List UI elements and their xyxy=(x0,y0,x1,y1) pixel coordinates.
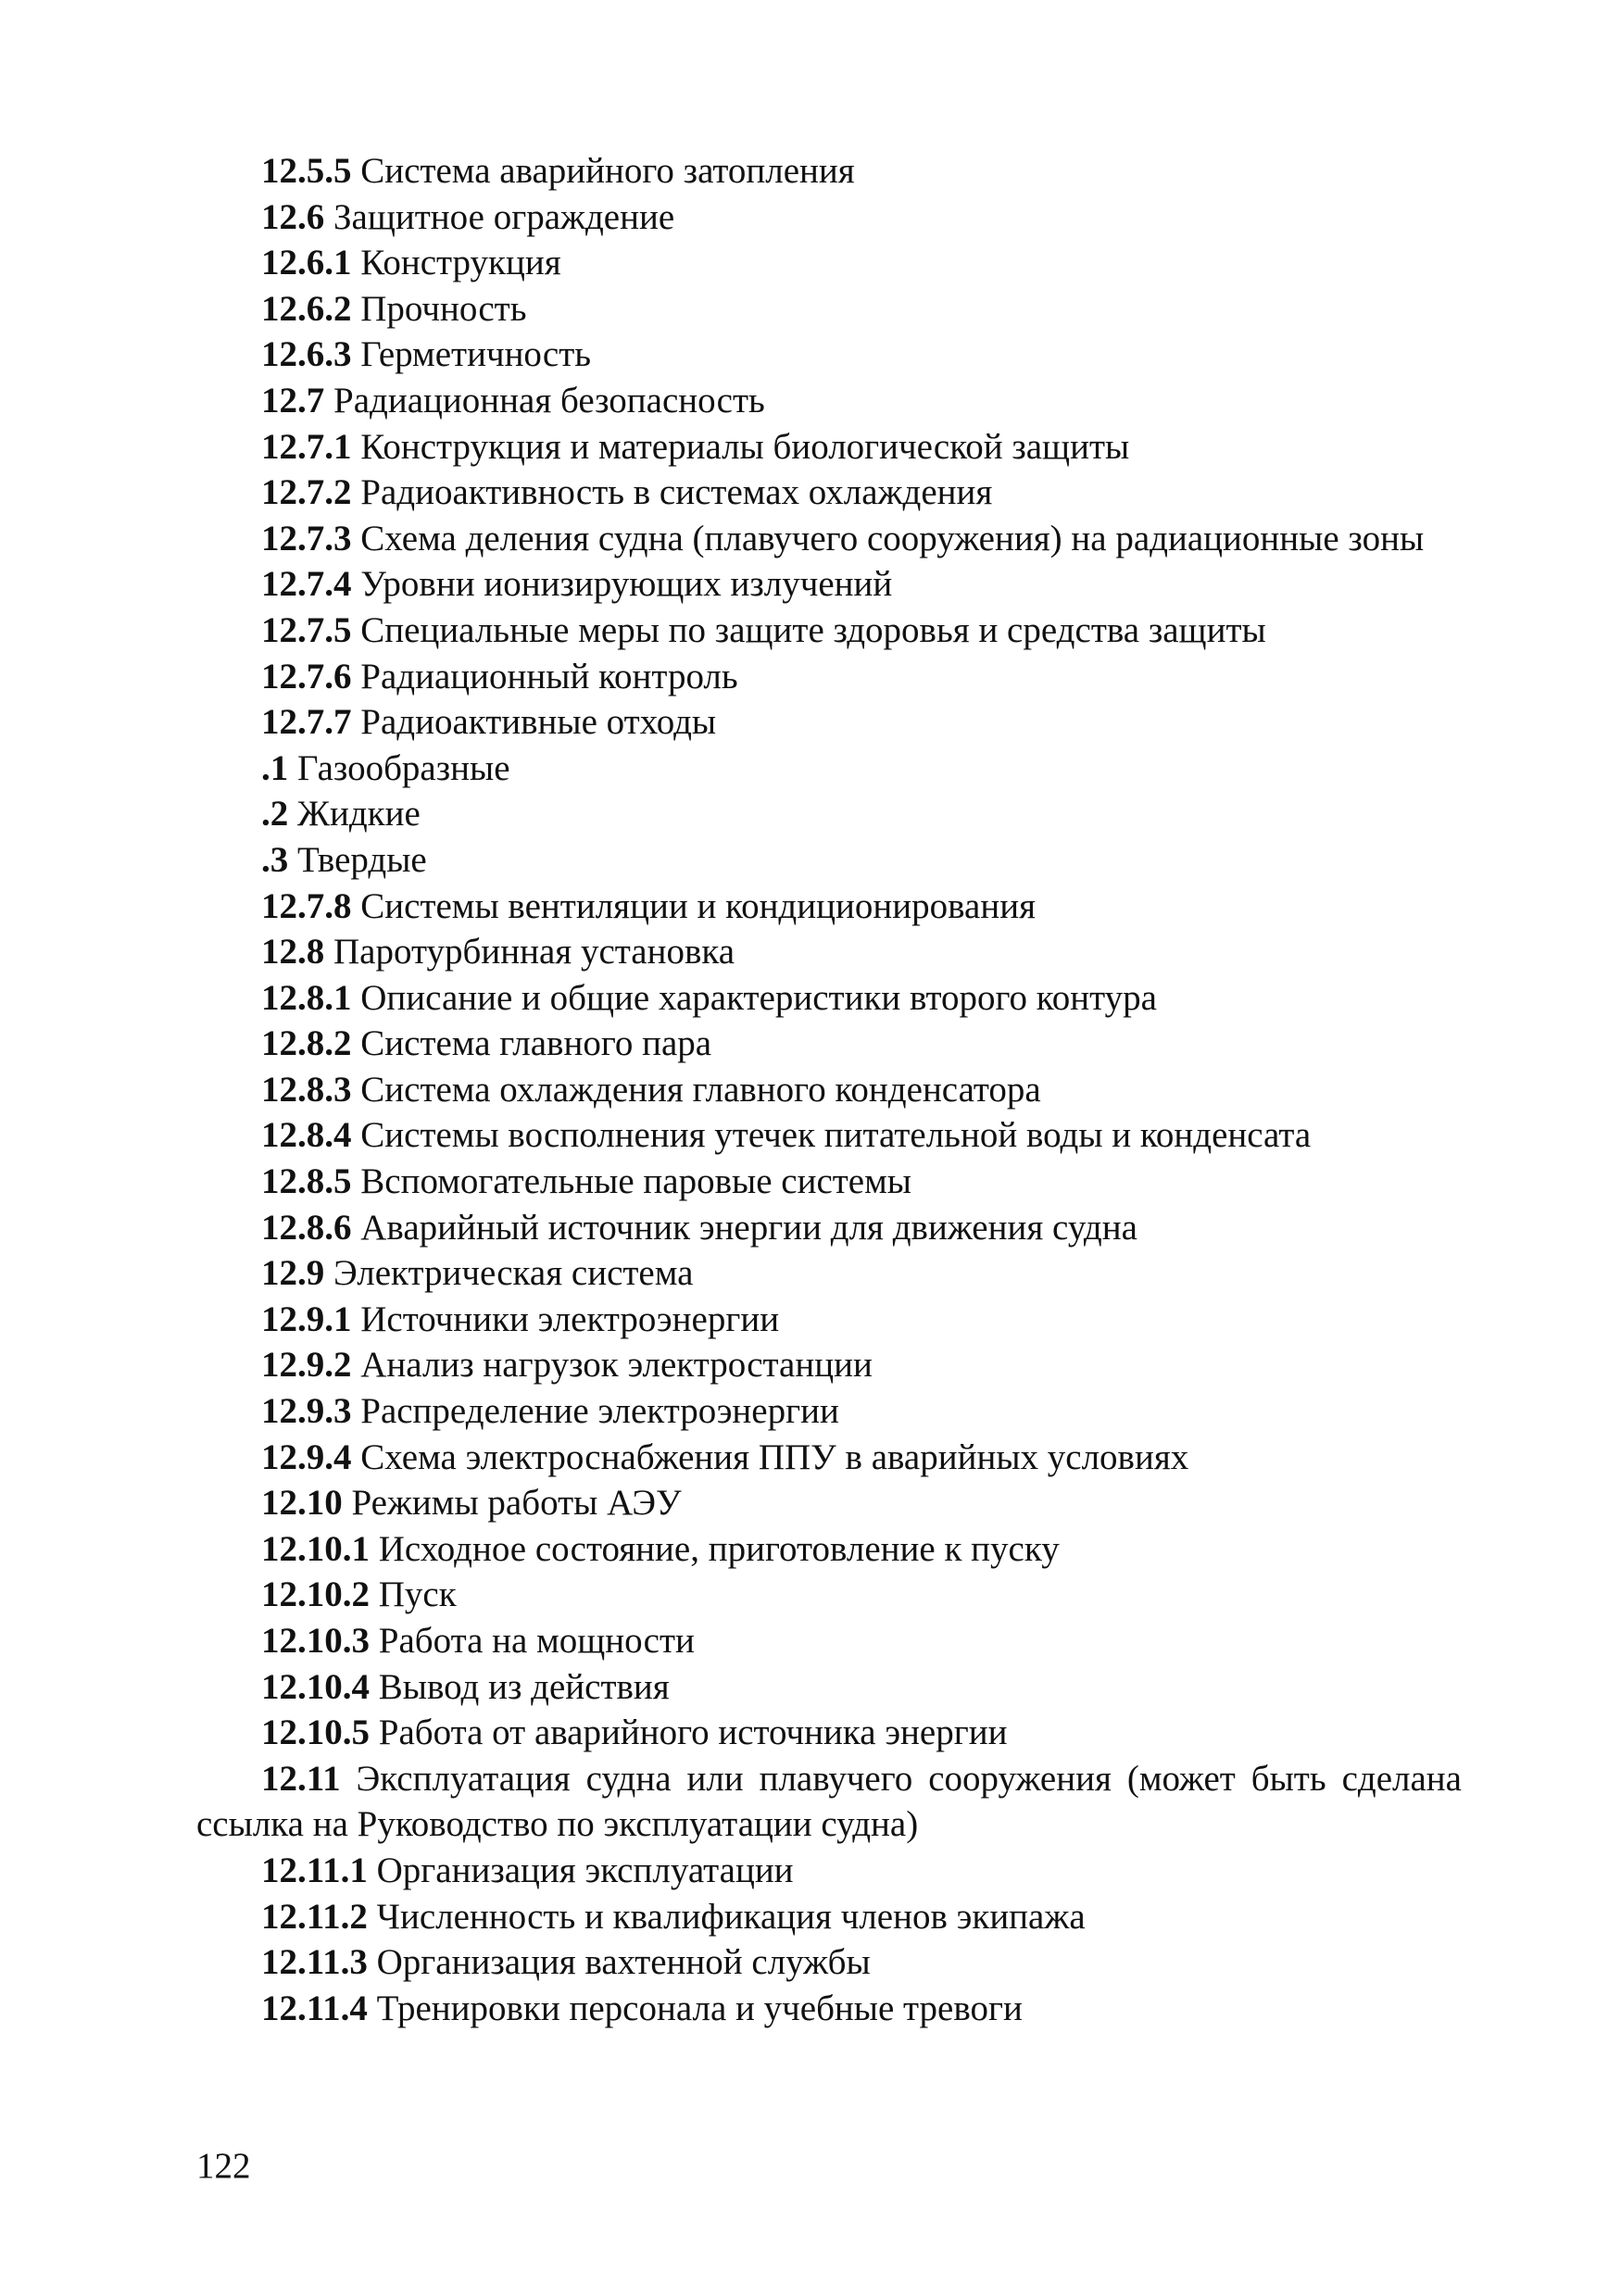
section-title: Системы восполнения утечек питательной воды и конденсата xyxy=(351,1115,1312,1156)
toc-entry xyxy=(196,608,1462,654)
toc-entry xyxy=(196,148,1462,194)
section-title: Источники электроэнергии xyxy=(351,1299,780,1339)
section-number: 12.6.3 xyxy=(261,334,352,375)
section-title: Радиационный контроль xyxy=(351,656,738,696)
section-number: 12.10.4 xyxy=(261,1666,370,1707)
section-number: 12.11.4 xyxy=(261,1988,368,2028)
section-title: Паротурбинная установка xyxy=(324,932,735,972)
toc-entry xyxy=(196,424,1462,470)
section-number: 12.7.6 xyxy=(261,656,352,696)
section-number: 12.8.2 xyxy=(261,1023,352,1064)
section-number: 12.10.5 xyxy=(261,1713,370,1753)
section-title: Аварийный источник энергии для движения судна xyxy=(351,1207,1137,1248)
toc-entry xyxy=(196,1388,1462,1435)
section-number: 12.6 xyxy=(261,196,325,237)
toc-entry xyxy=(196,1939,1462,1986)
section-number: 12.8.4 xyxy=(261,1115,352,1156)
section-number: 12.11.2 xyxy=(261,1896,368,1937)
toc-entry xyxy=(196,561,1462,608)
section-title: Радиационная безопасность xyxy=(324,380,765,420)
section-number: 12.7.3 xyxy=(261,518,352,558)
section-title: Численность и квалификация членов экипажа xyxy=(367,1896,1086,1937)
toc-entry xyxy=(196,1480,1462,1526)
toc-entry xyxy=(196,1894,1462,1940)
section-number: 12.8 xyxy=(261,932,325,972)
section-title: Эксплуатация судна или плавучего сооружения (может быть сделана ссылка на Руководство по эксплуатации судна) xyxy=(196,1758,1462,1845)
section-number: 12.9.4 xyxy=(261,1437,352,1477)
section-title: Конструкция xyxy=(351,243,561,283)
section-number: .3 xyxy=(261,839,289,880)
toc-entry xyxy=(196,1297,1462,1343)
toc-entry xyxy=(196,194,1462,241)
toc-entry xyxy=(196,1435,1462,1481)
toc-entry xyxy=(196,1526,1462,1573)
toc-entry xyxy=(196,1848,1462,1894)
section-number: .2 xyxy=(261,794,289,834)
toc-entry xyxy=(196,470,1462,516)
toc-entry xyxy=(196,1986,1462,2032)
page-number: 122 xyxy=(196,2146,251,2186)
section-number: 12.11.3 xyxy=(261,1942,368,1983)
section-number: 12.7.5 xyxy=(261,609,352,650)
section-number: 12.10.1 xyxy=(261,1528,370,1569)
toc-entry xyxy=(196,1021,1462,1067)
section-title: Распределение электроэнергии xyxy=(351,1391,839,1432)
toc-entry xyxy=(196,1710,1462,1756)
section-title: Вывод из действия xyxy=(370,1666,670,1707)
section-number: 12.7.7 xyxy=(261,702,352,743)
toc-entry xyxy=(196,1205,1462,1251)
section-title: Исходное состояние, приготовление к пуску xyxy=(370,1528,1060,1569)
section-title: Пуск xyxy=(370,1575,457,1615)
section-number: 12.11 xyxy=(261,1758,341,1799)
section-number: 12.10.2 xyxy=(261,1575,370,1615)
section-number: 12.9 xyxy=(261,1253,325,1294)
section-number: 12.6.2 xyxy=(261,288,352,329)
toc-entry xyxy=(196,929,1462,975)
section-title: Тренировки персонала и учебные тревоги xyxy=(367,1988,1023,2028)
section-title: Радиоактивные отходы xyxy=(351,702,717,743)
section-title: Конструкция и материалы биологической защиты xyxy=(351,426,1130,467)
section-number: 12.11.1 xyxy=(261,1850,368,1890)
section-title: Система главного пара xyxy=(351,1023,712,1064)
section-number: 12.6.1 xyxy=(261,243,352,283)
document-body xyxy=(196,148,1462,2031)
section-number: 12.10.3 xyxy=(261,1621,370,1661)
toc-entry xyxy=(196,746,1462,792)
toc-entry xyxy=(196,1664,1462,1711)
toc-entry xyxy=(196,1572,1462,1618)
section-number: 12.9.2 xyxy=(261,1345,352,1386)
section-title: Работа на мощности xyxy=(370,1621,695,1661)
toc-entry xyxy=(196,240,1462,286)
toc-entry xyxy=(196,837,1462,884)
section-title: Радиоактивность в системах охлаждения xyxy=(351,472,993,513)
toc-entry xyxy=(196,1159,1462,1205)
section-title: Электрическая система xyxy=(324,1253,694,1294)
section-number: 12.7 xyxy=(261,380,325,420)
section-title: Схема деления судна (плавучего сооружения) на радиационные зоны xyxy=(351,518,1425,558)
section-title: Описание и общие характеристики второго контура xyxy=(351,977,1157,1018)
toc-entry xyxy=(196,884,1462,930)
section-number: .1 xyxy=(261,747,289,788)
section-number: 12.7.8 xyxy=(261,885,352,926)
section-number: 12.9.1 xyxy=(261,1299,352,1339)
section-title: Системы вентиляции и кондиционирования xyxy=(351,885,1037,926)
section-number: 12.8.1 xyxy=(261,977,352,1018)
toc-entry xyxy=(196,332,1462,378)
section-title: Анализ нагрузок электростанции xyxy=(351,1345,873,1386)
section-number: 12.8.6 xyxy=(261,1207,352,1248)
toc-entry xyxy=(196,286,1462,332)
toc-entry xyxy=(196,975,1462,1022)
section-title: Жидкие xyxy=(288,794,421,834)
toc-entry xyxy=(196,791,1462,837)
section-title: Газообразные xyxy=(288,747,510,788)
section-number: 12.7.4 xyxy=(261,564,352,605)
toc-entry xyxy=(196,1112,1462,1159)
section-number: 12.7.1 xyxy=(261,426,352,467)
section-title: Система аварийного затопления xyxy=(351,151,855,191)
section-title: Режимы работы АЭУ xyxy=(342,1483,682,1524)
section-number: 12.8.5 xyxy=(261,1161,352,1202)
section-title: Защитное ограждение xyxy=(324,196,675,237)
toc-entry xyxy=(196,1756,1462,1848)
section-title: Твердые xyxy=(288,839,427,880)
section-title: Система охлаждения главного конденсатора xyxy=(351,1069,1041,1110)
section-title: Специальные меры по защите здоровья и средства защиты xyxy=(351,609,1266,650)
toc-entry xyxy=(196,1618,1462,1664)
section-title: Организация эксплуатации xyxy=(367,1850,794,1890)
toc-entry xyxy=(196,654,1462,700)
toc-entry xyxy=(196,1250,1462,1297)
toc-entry xyxy=(196,1067,1462,1113)
section-title: Вспомогательные паровые системы xyxy=(351,1161,911,1202)
section-title: Организация вахтенной службы xyxy=(367,1942,871,1983)
toc-entry xyxy=(196,1342,1462,1388)
section-number: 12.8.3 xyxy=(261,1069,352,1110)
section-number: 12.9.3 xyxy=(261,1391,352,1432)
toc-entry xyxy=(196,516,1462,562)
section-title: Герметичность xyxy=(351,334,592,375)
toc-entry xyxy=(196,699,1462,746)
section-number: 12.7.2 xyxy=(261,472,352,513)
section-title: Прочность xyxy=(351,288,527,329)
toc-entry xyxy=(196,378,1462,424)
section-title: Схема электроснабжения ППУ в аварийных условиях xyxy=(351,1437,1189,1477)
section-title: Работа от аварийного источника энергии xyxy=(370,1713,1008,1753)
section-number: 12.5.5 xyxy=(261,151,352,191)
section-number: 12.10 xyxy=(261,1483,343,1524)
section-title: Уровни ионизирующих излучений xyxy=(351,564,893,605)
